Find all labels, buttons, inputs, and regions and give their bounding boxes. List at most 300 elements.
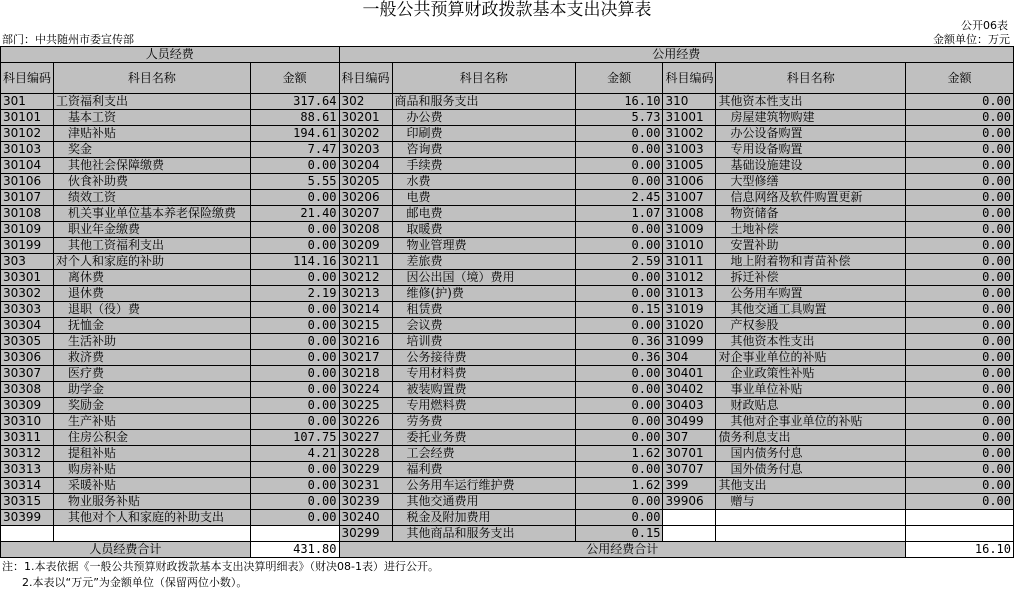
amount-cell: 0.00 [250, 318, 339, 334]
amount-cell: 0.00 [250, 398, 339, 414]
code-cell: 30206 [339, 190, 392, 206]
code-cell: 30217 [339, 350, 392, 366]
name-cell: 基础设施建设 [716, 158, 906, 174]
amount-cell: 0.00 [575, 398, 663, 414]
name-cell: 取暖费 [392, 222, 575, 238]
name-cell: 被装购置费 [392, 382, 575, 398]
amount-cell: 0.00 [906, 174, 1014, 190]
table-row [1, 526, 1014, 542]
table-row [1, 350, 1014, 366]
amount-cell: 0.00 [575, 126, 663, 142]
name-cell: 其他对企事业单位的补贴 [716, 414, 906, 430]
code-cell: 30224 [339, 382, 392, 398]
amount-cell: 0.00 [906, 302, 1014, 318]
name-cell: 土地补偿 [716, 222, 906, 238]
amount-cell: 0.00 [906, 222, 1014, 238]
code-cell: 30202 [339, 126, 392, 142]
amount-cell: 194.61 [250, 126, 339, 142]
name-cell: 邮电费 [392, 206, 575, 222]
name-cell: 奖金 [54, 142, 251, 158]
name-cell: 工资福利支出 [54, 94, 251, 110]
amount-cell: 107.75 [250, 430, 339, 446]
table-row [1, 174, 1014, 190]
code-cell: 31012 [663, 270, 716, 286]
name-cell: 基本工资 [54, 110, 251, 126]
unit-label: 金额单位：万元 [933, 33, 1010, 46]
personnel-total-label: 人员经费合计 [1, 542, 251, 558]
amount-cell: 0.00 [906, 430, 1014, 446]
table-row [1, 270, 1014, 286]
code-cell: 31001 [663, 110, 716, 126]
amount-cell: 0.00 [250, 302, 339, 318]
name-cell: 咨询费 [392, 142, 575, 158]
table-row [1, 158, 1014, 174]
name-cell [716, 526, 906, 542]
name-cell: 对企事业单位的补贴 [716, 350, 906, 366]
amount-header: 金额 [250, 63, 339, 94]
table-row [1, 494, 1014, 510]
table-row [1, 302, 1014, 318]
code-cell: 30226 [339, 414, 392, 430]
name-header: 科目名称 [54, 63, 251, 94]
code-cell: 30204 [339, 158, 392, 174]
amount-cell: 0.36 [575, 350, 663, 366]
amount-cell: 0.00 [575, 510, 663, 526]
code-cell: 30203 [339, 142, 392, 158]
amount-cell: 0.00 [575, 158, 663, 174]
name-cell [716, 510, 906, 526]
name-cell: 机关事业单位基本养老保险缴费 [54, 206, 251, 222]
name-cell: 国内债务付息 [716, 446, 906, 462]
code-cell: 302 [339, 94, 392, 110]
table-row [1, 126, 1014, 142]
code-cell: 30208 [339, 222, 392, 238]
code-cell: 30240 [339, 510, 392, 526]
name-cell: 其他对个人和家庭的补助支出 [54, 510, 251, 526]
amount-cell: 0.00 [906, 494, 1014, 510]
name-cell: 企业政策性补贴 [716, 366, 906, 382]
amount-cell: 0.00 [575, 142, 663, 158]
code-cell: 30218 [339, 366, 392, 382]
code-cell: 30302 [1, 286, 54, 302]
public-total-value: 16.10 [906, 542, 1014, 558]
code-cell [663, 526, 716, 542]
report-title: 一般公共预算财政拨款基本支出决算表 [362, 0, 652, 20]
amount-cell: 0.00 [906, 206, 1014, 222]
code-cell: 30315 [1, 494, 54, 510]
amount-cell: 0.00 [250, 462, 339, 478]
code-cell: 30228 [339, 446, 392, 462]
amount-cell: 2.45 [575, 190, 663, 206]
name-cell: 大型修缮 [716, 174, 906, 190]
code-header: 科目编码 [1, 63, 54, 94]
name-cell: 其他交通费用 [392, 494, 575, 510]
amount-cell: 0.00 [906, 238, 1014, 254]
amount-cell: 0.15 [575, 526, 663, 542]
name-cell: 专用设备购置 [716, 142, 906, 158]
name-cell: 提租补贴 [54, 446, 251, 462]
amount-cell: 1.62 [575, 478, 663, 494]
footnote-2: 2.本表以“万元”为金额单位（保留两位小数）。 [22, 576, 248, 589]
code-cell: 31007 [663, 190, 716, 206]
amount-cell: 0.00 [906, 462, 1014, 478]
code-cell: 30310 [1, 414, 54, 430]
amount-cell: 0.00 [250, 494, 339, 510]
code-cell: 30308 [1, 382, 54, 398]
code-cell: 30307 [1, 366, 54, 382]
name-cell: 其他工资福利支出 [54, 238, 251, 254]
name-cell: 公务接待费 [392, 350, 575, 366]
amount-cell [906, 526, 1014, 542]
table-row [1, 414, 1014, 430]
name-cell: 救济费 [54, 350, 251, 366]
code-cell: 39906 [663, 494, 716, 510]
table-row [1, 222, 1014, 238]
name-cell: 拆迁补偿 [716, 270, 906, 286]
code-cell: 30205 [339, 174, 392, 190]
table-row [1, 238, 1014, 254]
name-cell: 采暖补贴 [54, 478, 251, 494]
code-cell: 399 [663, 478, 716, 494]
name-cell: 手续费 [392, 158, 575, 174]
name-cell: 退休费 [54, 286, 251, 302]
code-cell: 30313 [1, 462, 54, 478]
code-cell: 30239 [339, 494, 392, 510]
public-header: 公用经费 [339, 47, 1013, 63]
name-cell: 其他交通工具购置 [716, 302, 906, 318]
code-cell: 30403 [663, 398, 716, 414]
name-cell: 产权参股 [716, 318, 906, 334]
code-cell: 30227 [339, 430, 392, 446]
code-cell: 30207 [339, 206, 392, 222]
table-row [1, 94, 1014, 110]
name-cell: 地上附着物和青苗补偿 [716, 254, 906, 270]
code-cell: 30108 [1, 206, 54, 222]
expenditure-table [0, 46, 1014, 558]
amount-cell: 0.00 [250, 190, 339, 206]
amount-header: 金额 [575, 63, 663, 94]
amount-cell [906, 510, 1014, 526]
amount-cell: 0.00 [906, 318, 1014, 334]
table-row [1, 430, 1014, 446]
code-cell: 30402 [663, 382, 716, 398]
amount-cell: 114.16 [250, 254, 339, 270]
code-cell: 30101 [1, 110, 54, 126]
name-cell: 信息网络及软件购置更新 [716, 190, 906, 206]
table-row [1, 142, 1014, 158]
name-cell: 其他支出 [716, 478, 906, 494]
table-row [1, 110, 1014, 126]
code-cell: 30209 [339, 238, 392, 254]
table-row [1, 318, 1014, 334]
amount-cell: 0.00 [250, 270, 339, 286]
amount-cell: 0.00 [906, 158, 1014, 174]
code-cell: 307 [663, 430, 716, 446]
amount-cell: 0.00 [250, 334, 339, 350]
name-cell: 离休费 [54, 270, 251, 286]
name-cell: 委托业务费 [392, 430, 575, 446]
code-cell: 304 [663, 350, 716, 366]
code-cell: 30304 [1, 318, 54, 334]
name-cell: 赠与 [716, 494, 906, 510]
name-cell: 福利费 [392, 462, 575, 478]
code-cell: 31002 [663, 126, 716, 142]
amount-cell: 0.00 [575, 238, 663, 254]
amount-cell: 0.00 [575, 462, 663, 478]
name-cell: 专用燃料费 [392, 398, 575, 414]
name-cell: 办公设备购置 [716, 126, 906, 142]
name-cell: 水费 [392, 174, 575, 190]
amount-cell: 0.00 [906, 286, 1014, 302]
table-row [1, 190, 1014, 206]
code-cell: 30707 [663, 462, 716, 478]
amount-cell: 0.00 [575, 366, 663, 382]
code-cell: 31008 [663, 206, 716, 222]
amount-cell: 0.00 [906, 254, 1014, 270]
name-cell: 国外债务付息 [716, 462, 906, 478]
name-cell: 工会经费 [392, 446, 575, 462]
code-cell: 30214 [339, 302, 392, 318]
name-cell: 对个人和家庭的补助 [54, 254, 251, 270]
code-header: 科目编码 [339, 63, 392, 94]
amount-cell: 0.00 [250, 414, 339, 430]
code-cell: 30107 [1, 190, 54, 206]
amount-cell: 0.00 [575, 430, 663, 446]
public-total-label: 公用经费合计 [339, 542, 906, 558]
totals-row [1, 542, 1014, 558]
name-cell: 会议费 [392, 318, 575, 334]
code-cell: 30199 [1, 238, 54, 254]
code-cell: 30312 [1, 446, 54, 462]
code-cell: 30303 [1, 302, 54, 318]
name-cell: 生产补贴 [54, 414, 251, 430]
name-cell: 奖励金 [54, 398, 251, 414]
code-cell: 30216 [339, 334, 392, 350]
name-cell: 租赁费 [392, 302, 575, 318]
name-cell: 物业服务补贴 [54, 494, 251, 510]
code-cell: 30399 [1, 510, 54, 526]
name-cell: 绩效工资 [54, 190, 251, 206]
code-cell: 30299 [339, 526, 392, 542]
code-cell [663, 510, 716, 526]
amount-cell: 0.00 [575, 222, 663, 238]
code-cell: 30306 [1, 350, 54, 366]
name-cell: 助学金 [54, 382, 251, 398]
code-cell: 31013 [663, 286, 716, 302]
code-cell: 30201 [339, 110, 392, 126]
amount-cell: 0.00 [250, 510, 339, 526]
amount-cell: 0.00 [575, 286, 663, 302]
amount-cell: 0.00 [906, 142, 1014, 158]
personnel-total-value: 431.80 [250, 542, 339, 558]
code-cell: 303 [1, 254, 54, 270]
form-code: 公开06表 [961, 19, 1008, 32]
amount-cell: 0.00 [906, 446, 1014, 462]
amount-cell: 0.00 [575, 318, 663, 334]
amount-cell: 0.00 [250, 478, 339, 494]
name-cell: 商品和服务支出 [392, 94, 575, 110]
amount-cell: 0.00 [250, 350, 339, 366]
amount-cell: 0.00 [906, 350, 1014, 366]
code-cell: 30102 [1, 126, 54, 142]
code-cell: 30212 [339, 270, 392, 286]
code-cell: 30309 [1, 398, 54, 414]
code-cell: 301 [1, 94, 54, 110]
amount-cell: 0.00 [575, 174, 663, 190]
amount-cell: 0.00 [575, 494, 663, 510]
name-cell: 津贴补贴 [54, 126, 251, 142]
name-cell: 退职（役）费 [54, 302, 251, 318]
name-cell: 培训费 [392, 334, 575, 350]
code-cell: 31020 [663, 318, 716, 334]
table-row [1, 510, 1014, 526]
name-cell: 医疗费 [54, 366, 251, 382]
code-cell: 31003 [663, 142, 716, 158]
amount-cell: 0.00 [906, 110, 1014, 126]
name-cell: 住房公积金 [54, 430, 251, 446]
department-label: 部门：中共随州市委宣传部 [2, 33, 134, 46]
name-cell: 差旅费 [392, 254, 575, 270]
code-cell: 30104 [1, 158, 54, 174]
name-cell: 物资储备 [716, 206, 906, 222]
table-row [1, 366, 1014, 382]
name-header: 科目名称 [392, 63, 575, 94]
name-cell: 伙食补助费 [54, 174, 251, 190]
amount-cell: 0.00 [906, 94, 1014, 110]
amount-cell: 0.00 [906, 478, 1014, 494]
code-cell: 31011 [663, 254, 716, 270]
table-row [1, 462, 1014, 478]
amount-cell: 0.00 [906, 382, 1014, 398]
amount-cell: 0.00 [575, 414, 663, 430]
personnel-header: 人员经费 [1, 47, 340, 63]
amount-cell: 0.00 [250, 158, 339, 174]
code-cell [1, 526, 54, 542]
amount-cell: 7.47 [250, 142, 339, 158]
amount-cell: 0.00 [906, 270, 1014, 286]
code-cell: 30103 [1, 142, 54, 158]
name-cell: 印刷费 [392, 126, 575, 142]
amount-cell: 317.64 [250, 94, 339, 110]
table-row [1, 334, 1014, 350]
name-cell: 其他社会保障缴费 [54, 158, 251, 174]
code-cell: 30311 [1, 430, 54, 446]
name-cell: 维修(护)费 [392, 286, 575, 302]
amount-cell: 0.00 [250, 222, 339, 238]
code-cell: 30314 [1, 478, 54, 494]
amount-cell: 2.59 [575, 254, 663, 270]
code-cell: 30225 [339, 398, 392, 414]
name-cell: 办公费 [392, 110, 575, 126]
amount-cell: 0.36 [575, 334, 663, 350]
code-cell: 30106 [1, 174, 54, 190]
code-cell: 30213 [339, 286, 392, 302]
footnote-1: 注：1.本表依据《一般公共预算财政拨款基本支出决算明细表》（财决08-1表）进行公开。 [2, 560, 439, 573]
amount-cell [250, 526, 339, 542]
name-cell: 其他资本性支出 [716, 334, 906, 350]
amount-cell: 0.00 [575, 270, 663, 286]
amount-cell: 5.55 [250, 174, 339, 190]
table-row [1, 446, 1014, 462]
amount-cell: 0.00 [906, 190, 1014, 206]
name-cell [54, 526, 251, 542]
amount-cell: 0.00 [906, 366, 1014, 382]
amount-cell: 0.00 [906, 398, 1014, 414]
code-cell: 31019 [663, 302, 716, 318]
code-cell: 30211 [339, 254, 392, 270]
code-cell: 31006 [663, 174, 716, 190]
amount-cell: 0.15 [575, 302, 663, 318]
code-cell: 30229 [339, 462, 392, 478]
amount-cell: 21.40 [250, 206, 339, 222]
amount-cell: 2.19 [250, 286, 339, 302]
name-cell: 财政贴息 [716, 398, 906, 414]
name-cell: 其他商品和服务支出 [392, 526, 575, 542]
name-cell: 因公出国（境）费用 [392, 270, 575, 286]
amount-cell: 5.73 [575, 110, 663, 126]
code-cell: 30301 [1, 270, 54, 286]
code-cell: 31005 [663, 158, 716, 174]
amount-cell: 4.21 [250, 446, 339, 462]
table-row [1, 254, 1014, 270]
name-cell: 房屋建筑物购建 [716, 110, 906, 126]
amount-cell: 0.00 [906, 334, 1014, 350]
name-cell: 电费 [392, 190, 575, 206]
table-row [1, 478, 1014, 494]
code-cell: 31010 [663, 238, 716, 254]
name-cell: 公务用车运行维护费 [392, 478, 575, 494]
table-row [1, 206, 1014, 222]
amount-cell: 88.61 [250, 110, 339, 126]
name-cell: 债务利息支出 [716, 430, 906, 446]
name-cell: 专用材料费 [392, 366, 575, 382]
amount-cell: 1.07 [575, 206, 663, 222]
amount-header: 金额 [906, 63, 1014, 94]
name-cell: 抚恤金 [54, 318, 251, 334]
code-header: 科目编码 [663, 63, 716, 94]
amount-cell: 0.00 [250, 366, 339, 382]
amount-cell: 1.62 [575, 446, 663, 462]
code-cell: 30499 [663, 414, 716, 430]
amount-cell: 0.00 [906, 414, 1014, 430]
name-cell: 劳务费 [392, 414, 575, 430]
table-row [1, 382, 1014, 398]
name-cell: 安置补助 [716, 238, 906, 254]
name-cell: 公务用车购置 [716, 286, 906, 302]
name-cell: 事业单位补贴 [716, 382, 906, 398]
code-cell: 30401 [663, 366, 716, 382]
name-cell: 税金及附加费用 [392, 510, 575, 526]
amount-cell: 0.00 [250, 238, 339, 254]
name-header: 科目名称 [716, 63, 906, 94]
name-cell: 生活补助 [54, 334, 251, 350]
amount-cell: 0.00 [906, 126, 1014, 142]
code-cell: 30109 [1, 222, 54, 238]
code-cell: 31009 [663, 222, 716, 238]
amount-cell: 0.00 [575, 382, 663, 398]
name-cell: 购房补贴 [54, 462, 251, 478]
code-cell: 30231 [339, 478, 392, 494]
code-cell: 30215 [339, 318, 392, 334]
code-cell: 31099 [663, 334, 716, 350]
amount-cell: 0.00 [250, 382, 339, 398]
table-row [1, 286, 1014, 302]
code-cell: 310 [663, 94, 716, 110]
name-cell: 职业年金缴费 [54, 222, 251, 238]
table-row [1, 398, 1014, 414]
amount-cell: 16.10 [575, 94, 663, 110]
code-cell: 30701 [663, 446, 716, 462]
